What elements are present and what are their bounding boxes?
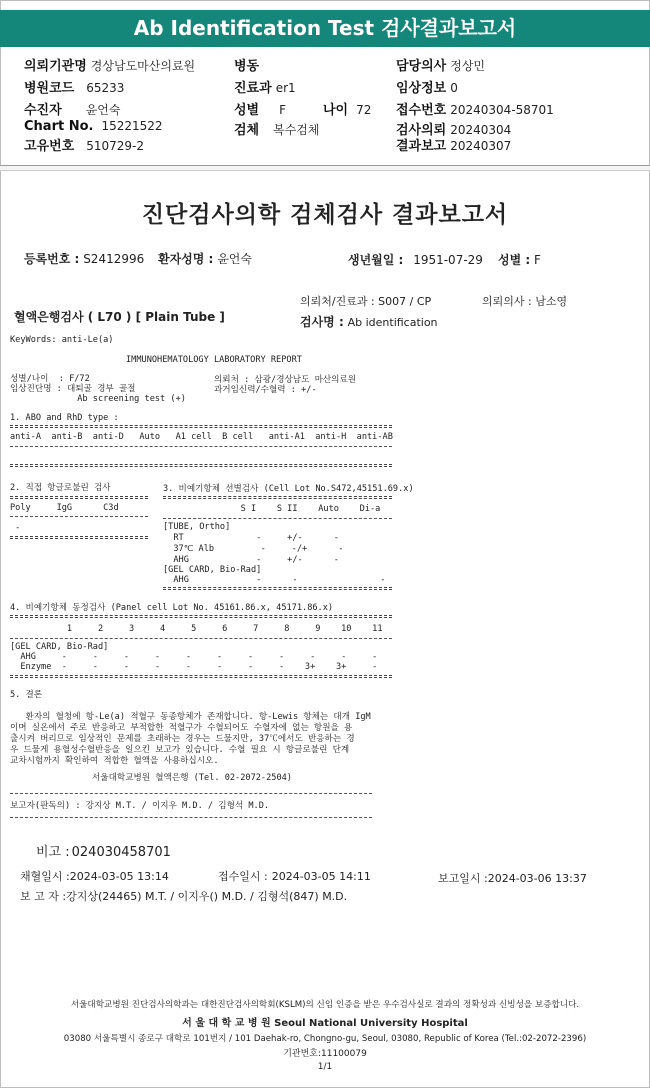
rule bbox=[163, 518, 392, 519]
keywords: KeyWords: anti-Le(a) bbox=[10, 335, 114, 345]
field-label: 병동 bbox=[234, 59, 260, 74]
report-label: 보고일시 : bbox=[438, 872, 488, 885]
requester: 의뢰처 : 삼광/경상남도 마산의료원 bbox=[214, 375, 357, 385]
receive-label: 접수일시 : bbox=[218, 870, 268, 883]
field-label: 병원코드 bbox=[24, 81, 75, 96]
collection-time bbox=[20, 868, 169, 884]
field-chart-no bbox=[24, 119, 163, 134]
history: 과거임신력/수혈력 : +/- bbox=[214, 385, 317, 395]
section1-columns: anti-A anti-B anti-D Auto A1 cell B cell anti-A1 anti-H anti-AB bbox=[10, 432, 393, 442]
sex-age: 성별/나이 : F/72 bbox=[10, 374, 90, 384]
field-value: 20240307 bbox=[450, 139, 512, 153]
section3-row: [GEL CARD, Bio-Rad] bbox=[163, 565, 262, 575]
birth-date bbox=[348, 251, 483, 268]
field-label: 나이 bbox=[323, 103, 349, 118]
section1-title: 1. ABO and RhD type : bbox=[10, 413, 119, 423]
lab-header: IMMUNOHEMATOLOGY LABORATORY REPORT bbox=[126, 355, 302, 365]
rule bbox=[10, 793, 372, 794]
note bbox=[36, 841, 171, 860]
field-value: er1 bbox=[275, 81, 296, 95]
conclusion-line: 이며 실온에서 주로 반응하고 부적합한 적혈구가 수혈되어도 수혈자에 없는 항원을 용 bbox=[10, 723, 353, 733]
blood-bank-contact: 서울대학교병원 혈액은행 (Tel. 02-2072-2504) bbox=[92, 773, 292, 783]
patient-value: 윤언숙 bbox=[217, 252, 252, 266]
field-value: 15221522 bbox=[101, 119, 163, 133]
section3-row: AHG - +/- - bbox=[163, 555, 339, 565]
field-label: 성별 bbox=[234, 103, 260, 118]
dob-value: 1951-07-29 bbox=[413, 253, 483, 267]
conclusion-line: 출시켜 버리므로 임상적인 문제를 초래하는 경우는 드물지만, 37℃에서도 반응하는 경 bbox=[10, 734, 355, 744]
note-label: 비고 : bbox=[36, 845, 70, 860]
rule bbox=[10, 496, 148, 499]
report-title: 진단검사의학 검체검사 결과보고서 bbox=[141, 202, 509, 228]
field-clinical-info bbox=[396, 77, 458, 96]
exam-name bbox=[300, 313, 438, 330]
collect-value: 2024-03-05 13:14 bbox=[69, 870, 169, 883]
sex-value: F bbox=[534, 253, 541, 267]
field-ward bbox=[234, 55, 263, 74]
institution-number: 기관번호:11100079 bbox=[283, 1049, 367, 1059]
section4-row: Enzyme - - - - - - - - 3+ 3+ - bbox=[10, 662, 378, 672]
rule bbox=[10, 675, 392, 678]
patient-name bbox=[158, 250, 252, 267]
field-institution bbox=[24, 55, 195, 74]
field-label: 검체 bbox=[234, 123, 260, 138]
field-label: 수진자 bbox=[24, 103, 62, 118]
field-label: 의뢰기관명 bbox=[24, 59, 87, 74]
exam-name-value: Ab identification bbox=[347, 316, 438, 329]
section3-row: AHG - - - bbox=[163, 575, 386, 585]
field-value: 510729-2 bbox=[86, 139, 145, 153]
doctor-text: 의뢰의사 : 남소영 bbox=[482, 295, 568, 308]
section3-columns: S I S II Auto Di-a bbox=[163, 504, 381, 514]
field-value: 윤언숙 bbox=[85, 103, 121, 117]
field-age bbox=[323, 99, 371, 118]
field-unique-no bbox=[24, 135, 144, 154]
field-label: Chart No. bbox=[24, 119, 94, 134]
rule bbox=[10, 425, 392, 428]
report-signers bbox=[20, 888, 347, 904]
field-label: 담당의사 bbox=[396, 59, 447, 74]
field-value: 65233 bbox=[86, 81, 125, 95]
sex-label: 성별 : bbox=[498, 253, 531, 267]
field-value: 정상민 bbox=[450, 59, 486, 73]
receipt-time bbox=[218, 868, 371, 884]
diagnosis: 임상진단명 : 대퇴골 경부 골절 bbox=[10, 384, 136, 394]
report-time bbox=[438, 870, 587, 886]
section2-title: 2. 직접 항글로불린 검사 bbox=[10, 483, 111, 493]
field-sex bbox=[234, 99, 286, 118]
section3-row: RT - +/- - bbox=[163, 533, 339, 543]
dob-label: 생년월일 : bbox=[348, 253, 404, 267]
section3-row: 37℃ Alb - -/+ - bbox=[163, 544, 344, 554]
note-value: 024030458701 bbox=[71, 845, 171, 860]
rule bbox=[163, 587, 392, 590]
section4-columns: 1 2 3 4 5 6 7 8 9 10 11 bbox=[10, 624, 383, 634]
rule bbox=[10, 536, 148, 539]
rule bbox=[10, 516, 148, 517]
reg-label: 등록번호 : bbox=[24, 252, 80, 266]
field-result-date bbox=[396, 135, 511, 154]
reporter-label: 보 고 자 : bbox=[20, 890, 67, 903]
field-label: 임상정보 bbox=[396, 81, 447, 96]
dept-text: 의뢰처/진료과 : S007 / CP bbox=[300, 295, 432, 308]
field-label: 검사의뢰 bbox=[396, 123, 447, 138]
patient-label: 환자성명 : bbox=[158, 252, 214, 266]
field-value: 20240304 bbox=[450, 123, 512, 137]
receive-value: 2024-03-05 14:11 bbox=[271, 870, 371, 883]
section4-row: AHG - - - - - - - - - - - bbox=[10, 652, 378, 662]
rule bbox=[10, 446, 392, 447]
section3-title: 3. 비예기항체 선별검사 (Cell Lot No.S472,45151.69.x) bbox=[163, 484, 414, 494]
reporter-line: 보고자(판독의) : 강지상 M.T. / 이지우 M.D. / 김형석 M.D. bbox=[10, 801, 270, 811]
collect-label: 채혈일시 : bbox=[20, 870, 70, 883]
field-value: F bbox=[279, 103, 287, 117]
section3-row: [TUBE, Ortho] bbox=[163, 522, 231, 532]
section2-value: - bbox=[10, 523, 21, 533]
conclusion-line: 우 드물게 용혈성수혈반응을 일으킨 보고가 있습니다. 수혈 필요 시 항글로불린 단계 bbox=[10, 745, 350, 755]
request-info-grid bbox=[0, 50, 650, 162]
field-doctor bbox=[396, 55, 485, 74]
field-value: 복수검체 bbox=[273, 123, 320, 137]
certification-text: 서울대학교병원 진단검사의학과는 대한진단검사의학회(KSLM)의 신임 인증을 받은 우수검사실로 결과의 정확성과 신빙성을 보증합니다. bbox=[70, 1000, 580, 1010]
hospital-address: 03080 서울특별시 종로구 대학로 101번지 / 101 Daehak-ro, Chongno-gu, Seoul, 03080, Republic of Korea (Tel.:02-2072-2396) bbox=[63, 1034, 587, 1044]
field-value: 72 bbox=[356, 103, 372, 117]
report-sex bbox=[498, 251, 541, 268]
report-value: 2024-03-06 13:37 bbox=[487, 872, 587, 885]
rule bbox=[10, 615, 392, 618]
field-value: 20240304-58701 bbox=[450, 103, 554, 117]
field-receipt-no bbox=[396, 99, 554, 118]
exam-name-label: 검사명 : bbox=[300, 315, 344, 329]
field-label: 고유번호 bbox=[24, 139, 75, 154]
field-patient bbox=[24, 99, 120, 118]
reg-value: S2412996 bbox=[83, 252, 145, 266]
page-number: 1/1 bbox=[317, 1062, 333, 1072]
diagnosis-detail: Ab screening test (+) bbox=[10, 394, 186, 404]
conclusion-line: 환자의 혈청에 항-Le(a) 적혈구 동종항체가 존재합니다. 항-Lewis 항체는 대개 IgM bbox=[10, 712, 371, 722]
reporter-value: 강지상(24465) M.T. / 이지우() M.D. / 김형석(847) M.D. bbox=[66, 890, 348, 903]
field-value: 0 bbox=[450, 81, 458, 95]
section4-row: [GEL CARD, Bio-Rad] bbox=[10, 642, 109, 652]
field-department bbox=[234, 77, 296, 96]
field-specimen bbox=[234, 119, 320, 138]
rule bbox=[10, 464, 392, 467]
registration-no bbox=[24, 250, 144, 267]
field-label: 진료과 bbox=[234, 81, 272, 96]
rule bbox=[163, 496, 392, 499]
field-label: 접수번호 bbox=[396, 103, 447, 118]
exam-title: 혈액은행검사 ( L70 ) [ Plain Tube ] bbox=[14, 310, 225, 324]
conclusion-line: 교차시험까지 확인하여 적합한 혈액을 사용하십시오. bbox=[10, 756, 219, 766]
section4-title: 4. 비예기항체 동정검사 (Panel cell Lot No. 45161.86.x, 45171.86.x) bbox=[10, 603, 334, 613]
section2-columns: Poly IgG C3d bbox=[10, 503, 119, 513]
section-divider bbox=[0, 165, 650, 171]
page-title: Ab Identification Test 검사결과보고서 bbox=[0, 10, 650, 47]
field-hospital-code bbox=[24, 77, 124, 96]
hospital-name: 서 울 대 학 교 병 원 Seoul National University Hospital bbox=[182, 1018, 468, 1029]
field-value: 경상남도마산의료원 bbox=[90, 59, 196, 73]
rule bbox=[10, 817, 372, 818]
rule bbox=[10, 638, 392, 639]
field-label: 결과보고 bbox=[396, 139, 447, 154]
section5-title: 5. 결론 bbox=[10, 690, 43, 700]
